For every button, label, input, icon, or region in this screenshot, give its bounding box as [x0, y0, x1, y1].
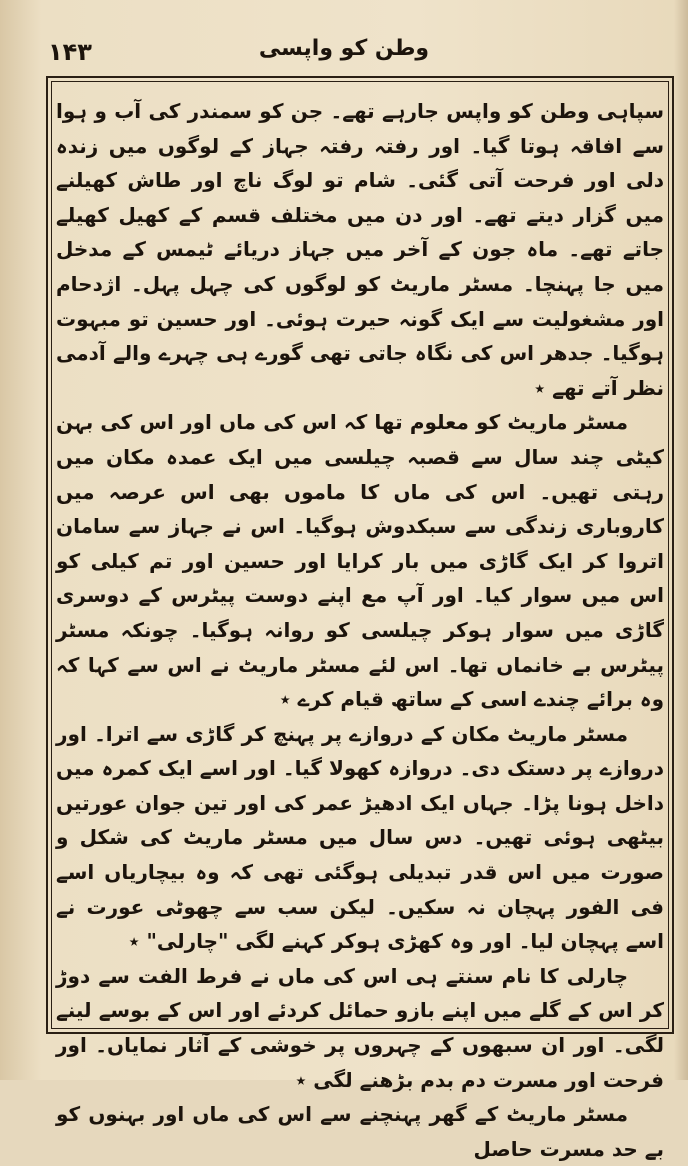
page-edge-shadow — [674, 0, 688, 1080]
paragraph-1: سپاہی وطن کو واپس جارہے تھے۔ جن کو سمندر کی آب و ہوا سے افاقہ ہوتا گیا۔ اور رفتہ رفتہ جہاز کے لوگوں میں زندہ دلی اور فرحت آتی گئی۔ شام تو لوگ ناچ اور طاش کھیلنے میں گزار دیتے تھے۔ اور دن میں مختلف قسم کے کھیل کھیلے جاتے تھے۔ ماہ جون کے آخر میں جہاز دریائے ٹیمس کے مدخل میں جا پہنچا۔ مسٹر ماریٹ کو لوگوں کی چہل پہل۔ اژدحام اور مشغولیت سے ایک گونہ حیرت ہوئی۔ اور حسین تو مبہوت ہوگیا۔ جدھر اس کی نگاہ جاتی تھی گورے ہی چہرے والے آدمی نظر آتے تھے ٭ — [56, 99, 664, 400]
paragraph-5: مسٹر ماریٹ کے گھر پہنچنے سے اس کی ماں اور بہنوں کو بے حد مسرت حاصل — [56, 1102, 664, 1161]
paragraph-3: مسٹر ماریٹ مکان کے دروازے پر پہنچ کر گاڑی سے اترا۔ اور دروازے پر دستک دی۔ دروازہ کھولا گیا۔ اور اسے ایک کمرہ میں داخل ہونا پڑا۔ جہاں ایک ادھیڑ عمر کی اور تین جوان عورتیں بیٹھی ہوئی تھیں۔ دس سال میں مسٹر ماریٹ کی شکل و صورت میں اس قدر تبدیلی ہوگئی تھی کہ وہ بیچاریاں اسے فی الفور پہچان نہ سکیں۔ لیکن سب سے چھوٹی عورت نے اسے پہچان لیا۔ اور وہ کھڑی ہوکر کہنے لگی "چارلی" ٭ — [56, 721, 664, 954]
page-number: ۱۴۳ — [48, 38, 92, 66]
paragraph-2: مسٹر ماریٹ کو معلوم تھا کہ اس کی ماں اور اس کی بہن کیٹی چند سال سے قصبہ چیلسی میں ایک عمدہ مکان میں رہتی تھیں۔ اس کی ماں کا ماموں بھی اس عرصہ میں کاروباری زندگی سے سبکدوش ہوگیا۔ اس نے جہاز سے سامان اتروا کر ایک گاڑی میں بار کرایا اور حسین اور تم کیلی کو اس میں سوار کیا۔ اور آپ مع اپنے دوست پیٹرس کے دوسری گاڑی میں سوار ہوکر چیلسی کو روانہ ہوگیا۔ چونکہ مسٹر پیٹرس بے خانماں تھا۔ اس لئے مسٹر ماریٹ نے اس سے کہا کہ وہ برائے چندے اسی کے ساتھ قیام کرے ٭ — [56, 410, 664, 712]
paragraph-4: چارلی کا نام سنتے ہی اس کی ماں نے فرط الفت سے دوڑ کر اس کے گلے میں اپنے بازو حمائل کردئے اور اس کے بوسے لینے لگی۔ اور ان سبھوں کے چہروں پر خوشی کے آثار نمایاں۔ اور فرحت اور مسرت دم بدم بڑھنے لگی ٭ — [56, 963, 664, 1092]
text-body — [56, 94, 664, 1161]
running-title: وطن کو واپسی — [258, 36, 430, 61]
